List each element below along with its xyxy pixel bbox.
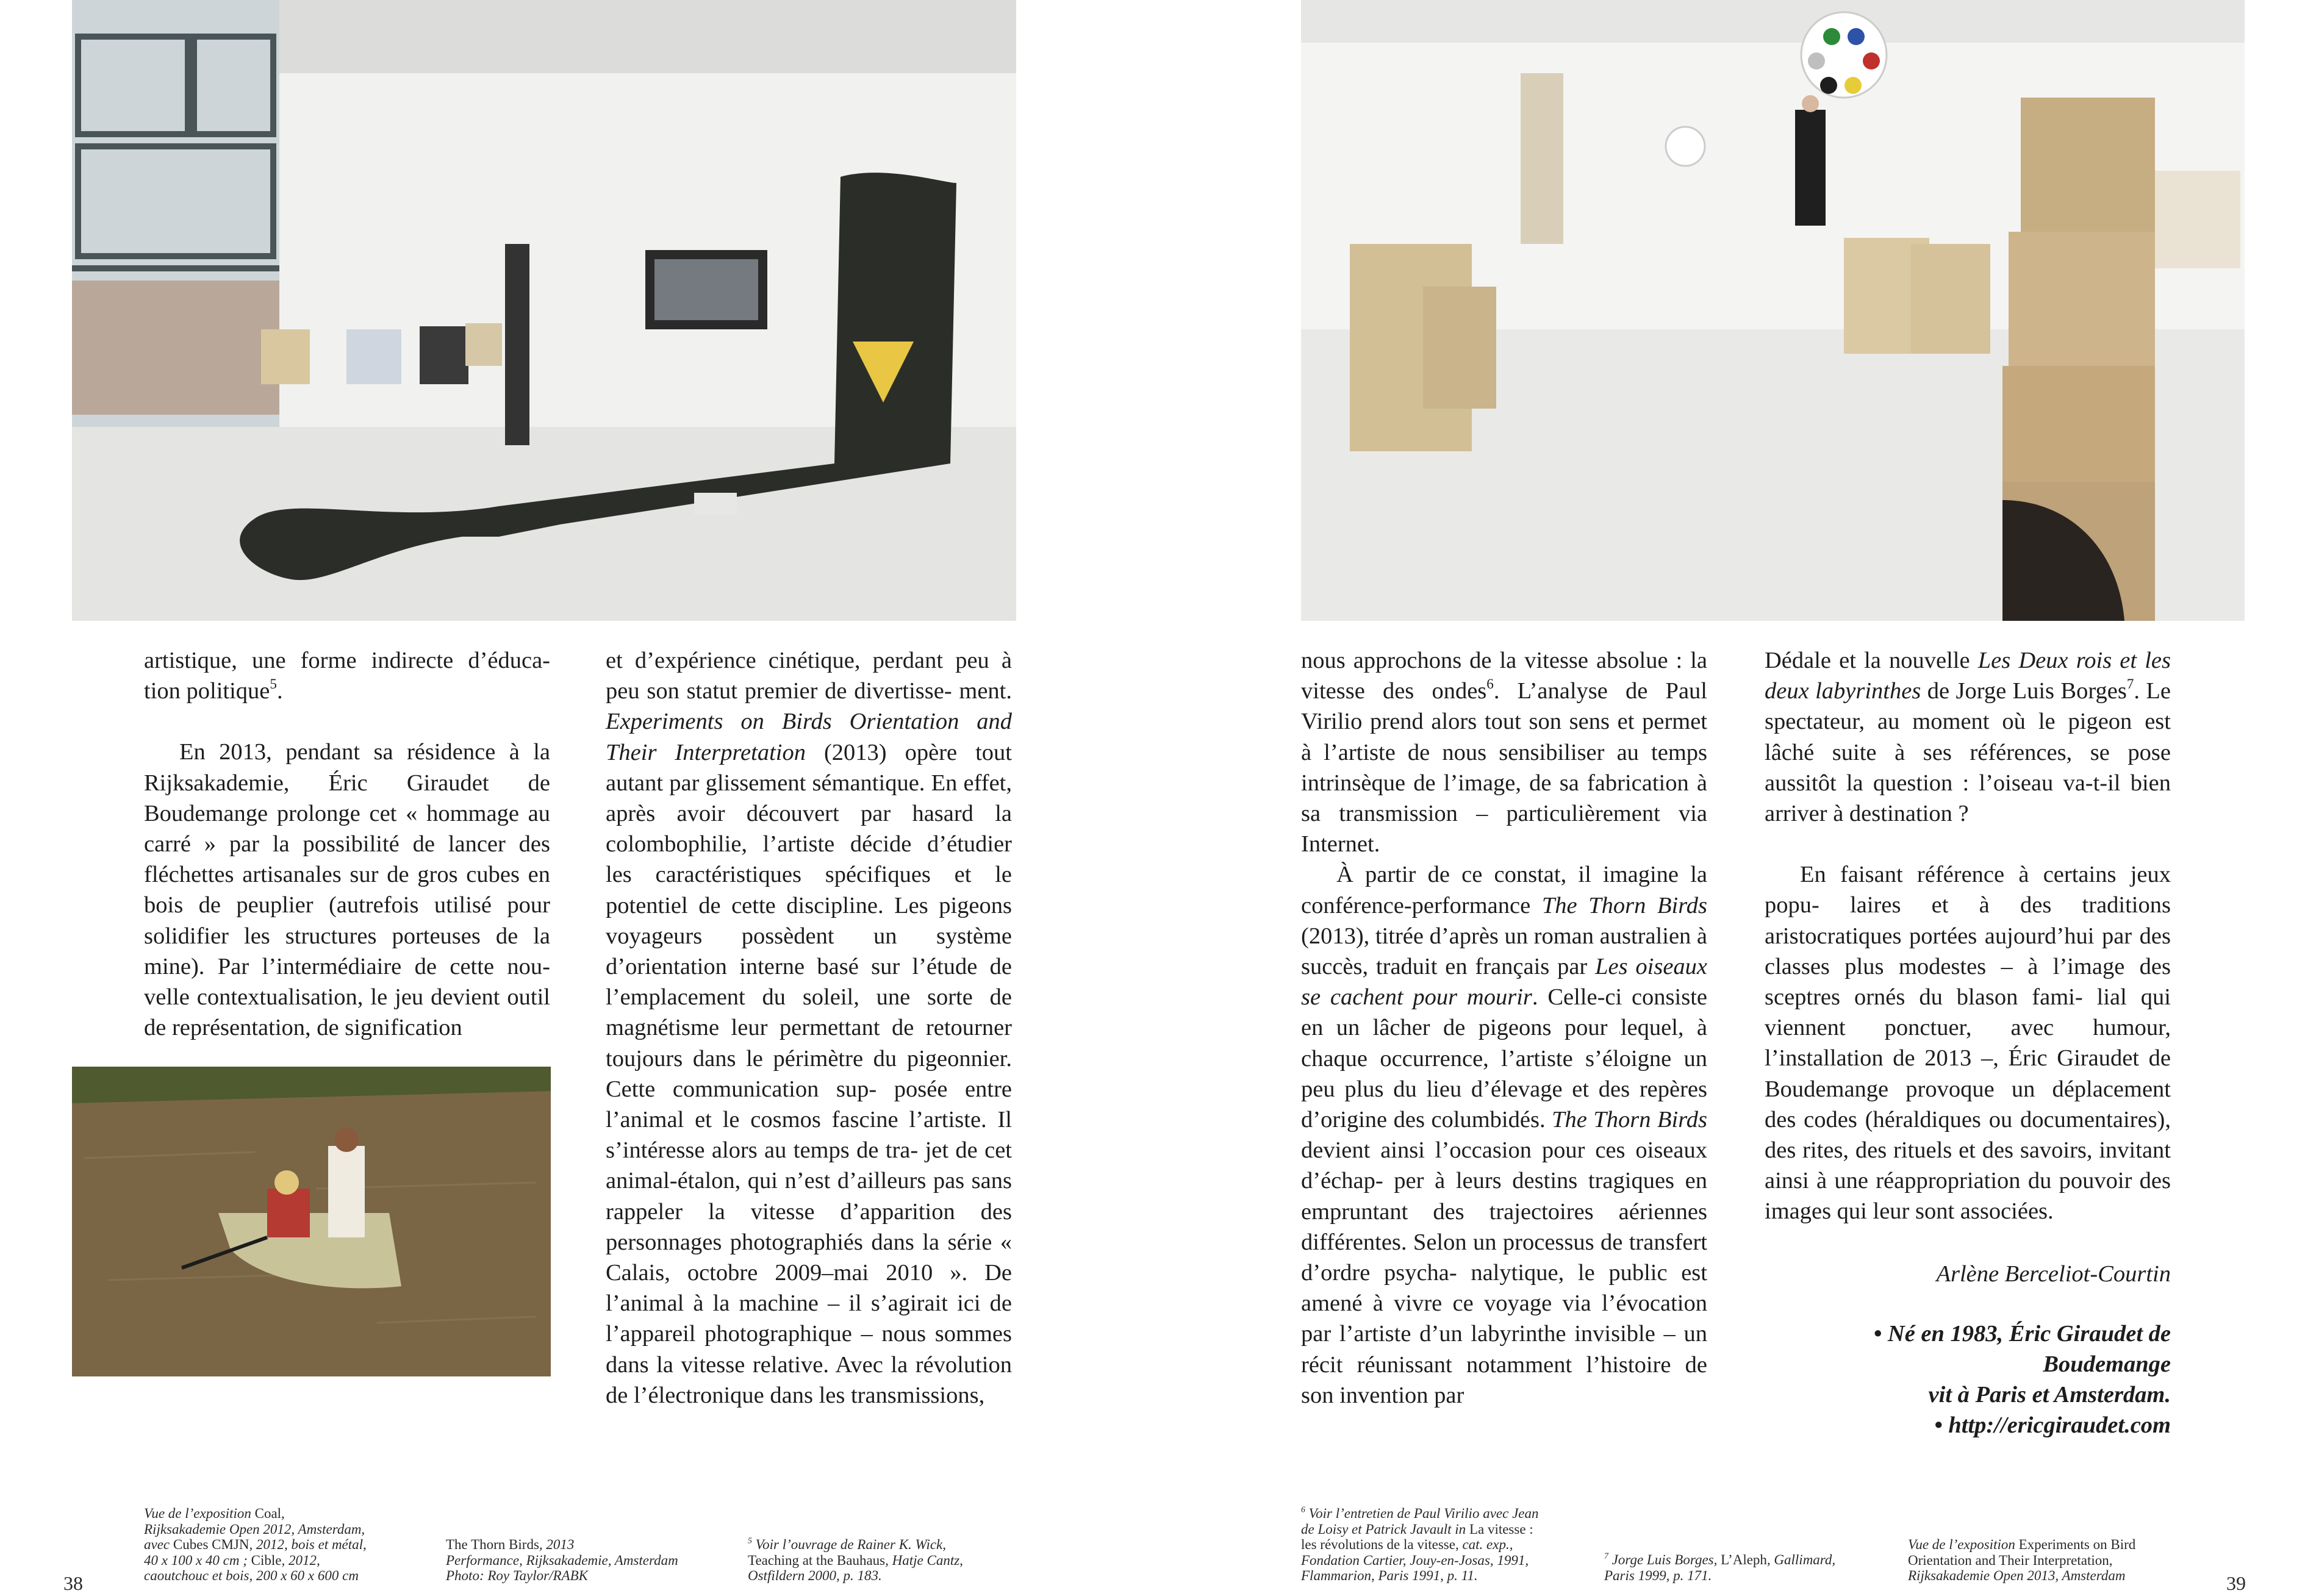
work-title: Les Deux rois et les deux labyrinthes [1765,648,2171,704]
photo-boat-performance-image [72,1067,551,1376]
caption-text: Ostfildern 2000, p. 183. [748,1568,882,1583]
page-number-right: 39 [2226,1572,2246,1594]
text-column-2 [606,645,1012,1411]
footnote-ref: 6 [1486,676,1494,692]
caption-text: avec [144,1537,173,1552]
caption-text: Voir l’ouvrage de Rainer K. Wick, [751,1537,947,1552]
caption-text: Jorge Luis Borges, [1608,1552,1721,1567]
author-signature: Arlène Berceliot-Courtin [1936,1261,2171,1287]
work-title: The Thorn Birds [1541,892,1707,918]
caption-text: Coal, [254,1506,285,1521]
caption-text: , 2012, bois et métal, [249,1537,367,1552]
paragraph [1301,645,1707,859]
caption-text: Vue de l’exposition [1908,1537,2019,1552]
paragraph [1765,645,2171,829]
text-run: devient ainsi l’occasion pour ces oiseaux d’échap- per à leurs destins tragiques en empruntant des trajectoires aériennes différentes. Selon un processus de transfert d’ordre psycha- nalytique, le public est amené à vivre ce voyage via l’évocation par l’artiste d’un labyrinthe invisible – un récit réunissant notamment l’histoire de son invention par [1301,1137,1707,1408]
caption-text: Orientation and Their Interpretation, [1908,1552,2113,1568]
caption-text: The Thorn Birds [446,1537,539,1552]
footnote-ref: 5 [270,676,277,692]
caption-text: Cible [251,1552,282,1568]
caption-text: Voir l’entretien de Paul Virilio avec Jean [1305,1506,1539,1521]
caption-text: , Hatje Cantz, [885,1552,963,1568]
caption-text: , 2012, [281,1552,320,1568]
text-run: Dédale et la nouvelle [1765,648,1978,673]
text-run: . [276,678,283,704]
caption-text: Paris 1999, p. 171. [1604,1567,1712,1583]
paragraph: En 2013, pendant sa résidence à la Rijksakademie, Éric Giraudet de Boudemange prolonge cet « hommage au carré » par la possibilité de lancer des fléchettes artisanales sur de gros cubes en bois de peuplier (autrefois utilisé pour solidifier les structures porteuses de la mine). Par l’intermédiaire de cette nou- velle contextualisation, le jeu devient outil de représentation, de signification [144,739,550,1041]
caption-text: , cat. exp., [1455,1537,1513,1552]
author-website: • http://ericgiraudet.com [1934,1412,2171,1439]
text-run: . Le spectateur, au moment où le pigeon est lâché suite à ses références, se pose aussitôt la question : l’oiseau va-t-il bien arriver à destination ? [1765,678,2171,827]
caption-text: in [1455,1521,1469,1537]
text-run: À partir de ce constat, il imagine la conférence-performance [1301,862,1707,918]
caption-text: Experiments on Bird [2018,1537,2136,1552]
caption-text: La vitesse : [1469,1521,1533,1537]
caption-text: de Loisy et Patrick Javault [1301,1521,1455,1537]
author-bio-line: • Né en 1983, Éric Giraudet de Boudemange [1873,1320,2171,1378]
caption-text: 40 x 100 x 40 cm ; [144,1552,251,1568]
author-bio-line: vit à Paris et Amsterdam. [1928,1382,2171,1408]
paragraph [144,645,550,706]
footnote-6 [1301,1506,1582,1584]
text-column-3 [1301,645,1707,1411]
caption-text: L’Aleph [1721,1552,1767,1567]
text-column-1 [144,645,550,1043]
footnote-7 [1604,1552,1860,1583]
footnote-5 [748,1537,1022,1584]
caption-text: , 2013 [539,1537,575,1552]
text-run: . L’analyse de Paul Virilio prend alors tout son sens et permet à l’artiste de nous sensibiliser au temps intrinsèque de l’image, de sa fabrication à sa transmission – particulièrement via Internet. [1301,678,1707,857]
paragraph: En faisant référence à certains jeux popu- laires et à des traditions aristocratiques portées aujourd’hui par des classes plus modestes – à l’image des sceptres ornés du blason fami- lial qui viennent ponctuer, avec humour, l’installation de 2013 –, Éric Giraudet de Boudemange provoque un déplacement des codes (héraldiques ou documentaires), des rites, des rituels et des savoirs, invitant ainsi à une réappropriation du pouvoir des images qui leur sont associées. [1765,862,2171,1225]
text-run: (2013), titrée d’après un roman australien à succès, traduit en français par [1301,923,1708,980]
caption-text: , Gallimard, [1766,1552,1836,1567]
text-column-4 [1765,645,2171,1441]
caption-text: Performance, Rijksakademie, Amsterdam [446,1552,678,1568]
photo-exhibition-experiments [1301,0,2245,621]
caption-text: Photo: Roy Taylor/RABK [446,1568,588,1583]
caption-text: Rijksakademie Open 2012, Amsterdam, [144,1521,365,1537]
text-run: et d’expérience cinétique, perdant peu à peu son statut premier de divertisse- ment. [606,648,1012,704]
work-title: Les oiseaux se cachent pour mourir [1301,954,1707,1011]
photo-boat-performance [72,1067,551,1376]
footnote-number: 7 [1604,1551,1608,1561]
footnote-ref: 7 [2126,676,2134,692]
caption-photo-experiments [1908,1537,2164,1584]
photo-exhibition-experiments-image [1301,0,2245,621]
caption-text: Cubes CMJN [173,1537,249,1552]
footnote-number: 5 [748,1536,752,1545]
text-run: nous approchons de la vitesse absolue : la vitesse des ondes [1301,648,1707,704]
paragraph [1301,859,1707,1411]
caption-text: caoutchouc et bois, 200 x 60 x 600 cm [144,1568,359,1583]
caption-text: Rijksakademie Open 2013, Amsterdam [1908,1568,2126,1583]
photo-exhibition-coal [72,0,1016,621]
paragraph [606,645,1012,1411]
caption-text: Fondation Cartier, Jouy-en-Josas, 1991, [1301,1552,1529,1568]
page-number-left: 38 [63,1572,83,1594]
work-title: The Thorn Birds [1552,1107,1707,1133]
caption-text: les révolutions de la vitesse [1301,1537,1455,1552]
text-run: de Jorge Luis Borges [1921,678,2127,704]
work-title: Experiments on Birds Orientation and Their Interpretation [606,709,1012,765]
text-run: artistique, une forme indirecte d’éduca- tion politique [144,648,550,704]
caption-text: Vue de l’exposition [144,1506,255,1521]
caption-text: Flammarion, Paris 1991, p. 11. [1301,1568,1478,1583]
text-run: (2013) opère tout autant par glissement sémantique. En effet, après avoir découvert par hasard la colombophilie, l’artiste décide d’étudier les caractéristiques spécifiques et le potentiel de cette discipline. Les pigeons voyageurs possèdent un système d’orientation interne basé sur l’étude de l’emplacement du soleil, une sorte de magnétisme leur permettant de retourner toujours dans le périmètre du pigeonnier. Cette communication sup- posée entre l’animal et le cosmos fascine l’artiste. Il s’intéresse alors au temps de tra- jet de cet animal-étalon, qui n’est d’ailleurs pas sans rappeler la vitesse d’apparition des personnages photographiés dans la série « Calais, octobre 2009–mai 2010 ». De l’animal à la machine – il s’agirait ici de l’appareil photographique – nous sommes dans la vitesse relative. Avec la révolution de l’électronique dans les transmissions, [606,739,1012,1408]
photo-exhibition-coal-image [72,0,1016,621]
footnote-number: 6 [1301,1505,1305,1514]
caption-photo-coal [144,1506,418,1584]
text-run: . Celle-ci consiste en un lâcher de pigeons pour lequel, à chaque occurrence, l’artiste s’éloigne un peu plus du lieu d’élevage et des repères d’origine des columbidés. [1301,984,1708,1133]
caption-photo-boat [446,1537,720,1584]
caption-text: Teaching at the Bauhaus [748,1552,886,1568]
